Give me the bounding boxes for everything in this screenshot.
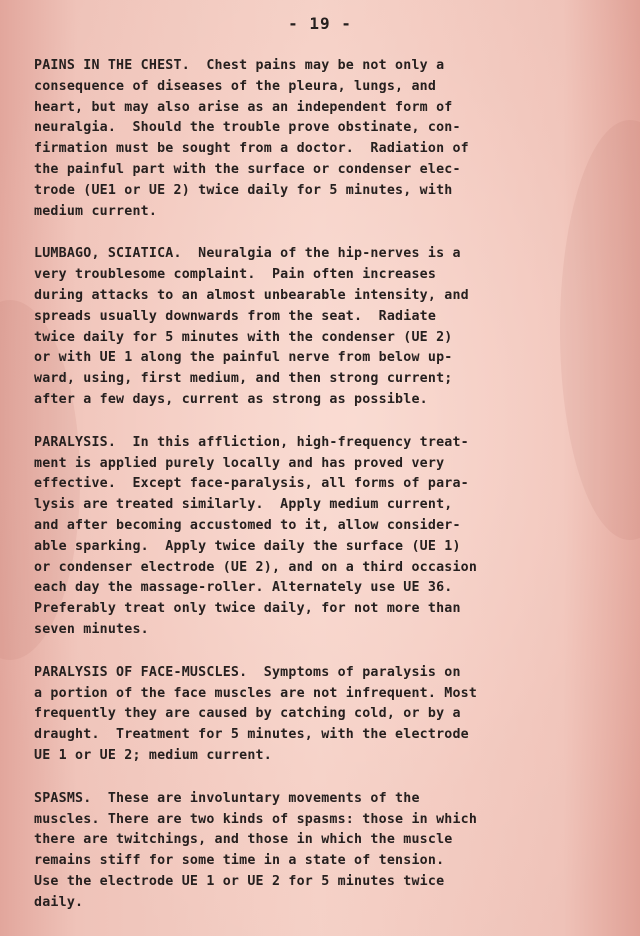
section-paralysis: [34, 433, 604, 641]
text-line: draught. Treatment for 5 minutes, with the electrode: [34, 727, 469, 743]
text-line: medium current.: [34, 203, 158, 219]
text-line: or with UE 1 along the painful nerve from below up-: [34, 350, 453, 366]
document-body: [34, 56, 604, 935]
text-line: LUMBAGO, SCIATICA. Neuralgia of the hip-nerves is a: [34, 246, 461, 262]
text-line: and after becoming accustomed to it, allow consider-: [34, 517, 461, 533]
text-line: ward, using, first medium, and then strong current;: [34, 371, 453, 387]
text-line: UE 1 or UE 2; medium current.: [34, 747, 272, 763]
section-paralysis-of-face-muscles: [34, 663, 604, 767]
text-line: Preferably treat only twice daily, for not more than: [34, 601, 461, 617]
text-line: during attacks to an almost unbearable intensity, and: [34, 287, 469, 303]
text-line: after a few days, current as strong as possible.: [34, 391, 428, 407]
text-line: muscles. There are two kinds of spasms: those in which: [34, 811, 478, 827]
text-line: frequently they are caused by catching cold, or by a: [34, 706, 461, 722]
section-pains-in-the-chest: [34, 56, 604, 222]
text-line: twice daily for 5 minutes with the condenser (UE 2): [34, 329, 453, 345]
text-line: there are twitchings, and those in which the muscle: [34, 832, 453, 848]
text-line: PARALYSIS. In this affliction, high-frequency treat-: [34, 434, 469, 450]
text-line: each day the massage-roller. Alternately use UE 36.: [34, 580, 453, 596]
text-line: daily.: [34, 894, 84, 910]
text-line: neuralgia. Should the trouble prove obstinate, con-: [34, 120, 461, 136]
text-line: lysis are treated similarly. Apply medium current,: [34, 497, 453, 513]
text-line: PAINS IN THE CHEST. Chest pains may be not only a: [34, 58, 445, 73]
text-line: heart, but may also arise as an independent form of: [34, 99, 453, 115]
text-line: very troublesome complaint. Pain often increases: [34, 267, 437, 283]
text-line: Use the electrode UE 1 or UE 2 for 5 minutes twice: [34, 873, 445, 889]
text-line: or condenser electrode (UE 2), and on a third occasion: [34, 559, 478, 575]
section-lumbago-sciatica: [34, 244, 604, 410]
text-line: able sparking. Apply twice daily the surface (UE 1): [34, 538, 461, 554]
text-line: PARALYSIS OF FACE-MUSCLES. Symptoms of paralysis on: [34, 664, 461, 680]
text-line: seven minutes.: [34, 621, 149, 637]
text-line: SPASMS. These are involuntary movements of the: [34, 790, 420, 806]
text-line: a portion of the face muscles are not infrequent. Most: [34, 685, 478, 701]
text-line: spreads usually downwards from the seat. Radiate: [34, 308, 437, 324]
text-line: trode (UE1 or UE 2) twice daily for 5 minutes, with: [34, 182, 453, 198]
text-line: consequence of diseases of the pleura, lungs, and: [34, 78, 437, 94]
text-line: effective. Except face-paralysis, all forms of para-: [34, 476, 469, 492]
text-line: firmation must be sought from a doctor. Radiation of: [34, 141, 469, 157]
text-line: remains stiff for some time in a state of tension.: [34, 853, 445, 869]
text-line: ment is applied purely locally and has proved very: [34, 455, 445, 471]
text-line: the painful part with the surface or condenser elec-: [34, 161, 461, 177]
page-number: - 19 -: [288, 14, 352, 33]
section-spasms: [34, 789, 604, 914]
